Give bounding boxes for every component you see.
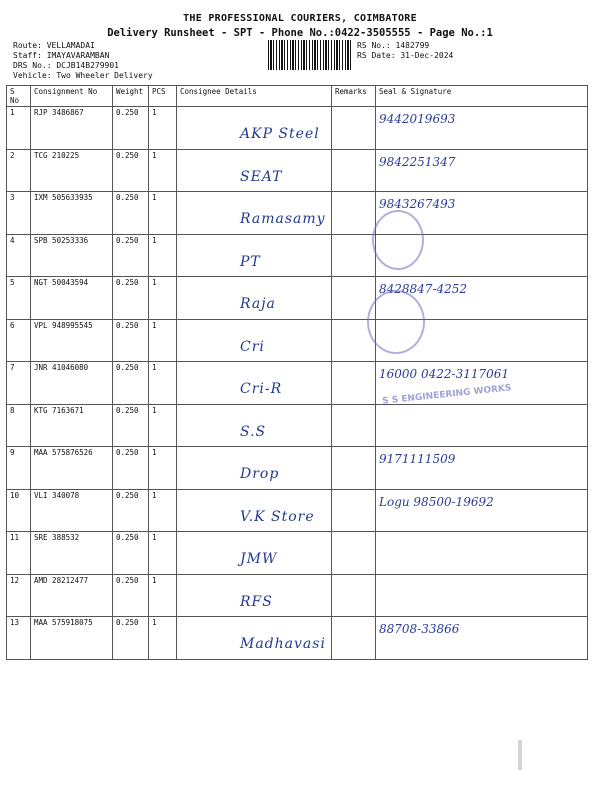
handwritten-consignee: Cri-R — [240, 381, 283, 397]
handwritten-consignee: AKP Steel — [240, 126, 320, 142]
row-pcs: 1 — [149, 404, 177, 447]
row-consignment-no: AMD 28212477 — [31, 574, 113, 617]
row-consignee — [177, 447, 332, 490]
table-row — [7, 107, 588, 150]
row-sno: 6 — [7, 319, 31, 362]
row-weight: 0.250 — [113, 319, 149, 362]
row-weight: 0.250 — [113, 617, 149, 660]
handwritten-consignee: Ramasamy — [240, 211, 326, 227]
row-consignee — [177, 107, 332, 150]
row-consignment-no: VPL 948995545 — [31, 319, 113, 362]
handwritten-signature: 16000 0422-3117061 — [379, 367, 510, 381]
rs-number: RS No.: 1482799 — [357, 41, 430, 50]
row-consignment-no: VLI 340078 — [31, 489, 113, 532]
row-consignee — [177, 234, 332, 277]
col-weight-header: Weight — [113, 86, 149, 107]
row-sno: 4 — [7, 234, 31, 277]
row-weight: 0.250 — [113, 532, 149, 575]
table-row — [7, 532, 588, 575]
limited-seal-stamp — [367, 290, 425, 354]
row-consignment-no: SRE 388532 — [31, 532, 113, 575]
row-sno: 9 — [7, 447, 31, 490]
table-row — [7, 447, 588, 490]
row-consignment-no: IXM 505633935 — [31, 192, 113, 235]
table-row — [7, 362, 588, 405]
table-header-row — [7, 86, 588, 107]
delivery-table — [6, 85, 588, 660]
row-pcs: 1 — [149, 234, 177, 277]
row-sno: 10 — [7, 489, 31, 532]
handwritten-signature: Logu 98500-19692 — [379, 494, 494, 509]
handwritten-consignee: Raja — [240, 296, 276, 312]
row-signature — [376, 107, 588, 150]
row-sno: 13 — [7, 617, 31, 660]
table-row — [7, 319, 588, 362]
row-consignment-no: MAA 575876526 — [31, 447, 113, 490]
row-consignee — [177, 362, 332, 405]
col-consignee-header: Consignee Details — [177, 86, 332, 107]
handwritten-consignee: Cri — [240, 338, 265, 355]
handwritten-signature: 9842251347 — [379, 154, 456, 169]
handwritten-consignee: S.S — [240, 423, 267, 440]
row-signature — [376, 149, 588, 192]
row-weight: 0.250 — [113, 574, 149, 617]
row-remarks — [332, 234, 376, 277]
row-pcs: 1 — [149, 319, 177, 362]
row-signature — [376, 404, 588, 447]
row-pcs: 1 — [149, 362, 177, 405]
row-pcs: 1 — [149, 107, 177, 150]
margin-mark — [518, 740, 522, 770]
row-sno: 7 — [7, 362, 31, 405]
row-remarks — [332, 447, 376, 490]
row-consignee — [177, 277, 332, 320]
row-remarks — [332, 404, 376, 447]
row-signature — [376, 532, 588, 575]
row-remarks — [332, 617, 376, 660]
row-weight: 0.250 — [113, 234, 149, 277]
row-signature — [376, 489, 588, 532]
row-pcs: 1 — [149, 617, 177, 660]
col-remarks-header: Remarks — [332, 86, 376, 107]
table-row — [7, 574, 588, 617]
runsheet-subtitle: Delivery Runsheet - SPT - Phone No.:0422-3505555 - Page No.:1 — [107, 27, 493, 39]
row-pcs: 1 — [149, 277, 177, 320]
row-sno: 2 — [7, 149, 31, 192]
table-row — [7, 192, 588, 235]
row-consignment-no: JNR 41046080 — [31, 362, 113, 405]
row-consignment-no: NGT 50043594 — [31, 277, 113, 320]
row-sno: 5 — [7, 277, 31, 320]
company-seal-stamp — [372, 210, 424, 270]
handwritten-consignee: Madhavasi — [240, 636, 326, 652]
row-consignment-no: SPB 50253336 — [31, 234, 113, 277]
row-consignee — [177, 574, 332, 617]
row-weight: 0.250 — [113, 362, 149, 405]
delivery-rows — [7, 107, 588, 660]
row-remarks — [332, 362, 376, 405]
barcode-image — [268, 40, 352, 70]
col-signature-header: Seal & Signature — [376, 86, 588, 107]
row-consignee — [177, 489, 332, 532]
row-consignment-no: KTG 7163671 — [31, 404, 113, 447]
row-remarks — [332, 532, 376, 575]
row-weight: 0.250 — [113, 107, 149, 150]
table-row — [7, 234, 588, 277]
row-weight: 0.250 — [113, 404, 149, 447]
row-sno: 3 — [7, 192, 31, 235]
row-consignee — [177, 532, 332, 575]
table-row — [7, 404, 588, 447]
row-consignee — [177, 404, 332, 447]
row-consignee — [177, 319, 332, 362]
row-signature — [376, 574, 588, 617]
handwritten-consignee: V.K Store — [240, 508, 315, 525]
row-pcs: 1 — [149, 192, 177, 235]
handwritten-consignee: Drop — [240, 466, 280, 482]
row-weight: 0.250 — [113, 447, 149, 490]
row-remarks — [332, 149, 376, 192]
table-row — [7, 489, 588, 532]
row-sno: 1 — [7, 107, 31, 150]
handwritten-signature: 8428847-4252 — [379, 282, 468, 296]
runsheet-info-left — [13, 41, 153, 81]
drs-number: DRS No.: DCJB14B279901 — [13, 61, 119, 70]
handwritten-consignee: RFS — [240, 593, 273, 610]
row-sno: 12 — [7, 574, 31, 617]
col-sno-header: S No — [7, 86, 31, 107]
handwritten-signature: 9442019693 — [379, 112, 456, 126]
row-signature — [376, 617, 588, 660]
row-weight: 0.250 — [113, 277, 149, 320]
row-weight: 0.250 — [113, 489, 149, 532]
row-sno: 11 — [7, 532, 31, 575]
row-weight: 0.250 — [113, 192, 149, 235]
row-consignment-no: MAA 575918075 — [31, 617, 113, 660]
col-consignment-header: Consignment No — [31, 86, 113, 107]
runsheet-info-right — [357, 41, 453, 61]
row-consignee — [177, 192, 332, 235]
table-row — [7, 277, 588, 320]
row-sno: 8 — [7, 404, 31, 447]
handwritten-signature: 9843267493 — [379, 197, 456, 211]
row-pcs: 1 — [149, 149, 177, 192]
handwritten-consignee: JMW — [240, 551, 278, 567]
row-weight: 0.250 — [113, 149, 149, 192]
vehicle-label: Vehicle: Two Wheeler Delivery — [13, 71, 153, 80]
route-label: Route: VELLAMADAI — [13, 41, 95, 50]
handwritten-signature: 88708-33866 — [379, 622, 460, 636]
table-row — [7, 149, 588, 192]
staff-label: Staff: IMAYAVARAMBAN — [13, 51, 110, 60]
row-pcs: 1 — [149, 447, 177, 490]
row-pcs: 1 — [149, 532, 177, 575]
page-title: THE PROFESSIONAL COURIERS, COIMBATORE — [183, 13, 417, 24]
row-remarks — [332, 489, 376, 532]
handwritten-consignee: PT — [240, 253, 261, 270]
row-pcs: 1 — [149, 574, 177, 617]
row-consignment-no: TCG 210225 — [31, 149, 113, 192]
row-signature — [376, 447, 588, 490]
handwritten-signature: 9171111509 — [379, 452, 456, 466]
handwritten-consignee: SEAT — [240, 168, 283, 185]
rs-date: RS Date: 31-Dec-2024 — [357, 51, 454, 60]
row-consignee — [177, 149, 332, 192]
col-pcs-header: PCS — [149, 86, 177, 107]
row-remarks — [332, 192, 376, 235]
row-consignee — [177, 617, 332, 660]
row-remarks — [332, 107, 376, 150]
table-row — [7, 617, 588, 660]
rubber-stamp-text: S S ENGINEERING WORKS — [381, 383, 512, 407]
row-pcs: 1 — [149, 489, 177, 532]
row-consignment-no: RJP 3486867 — [31, 107, 113, 150]
row-remarks — [332, 574, 376, 617]
